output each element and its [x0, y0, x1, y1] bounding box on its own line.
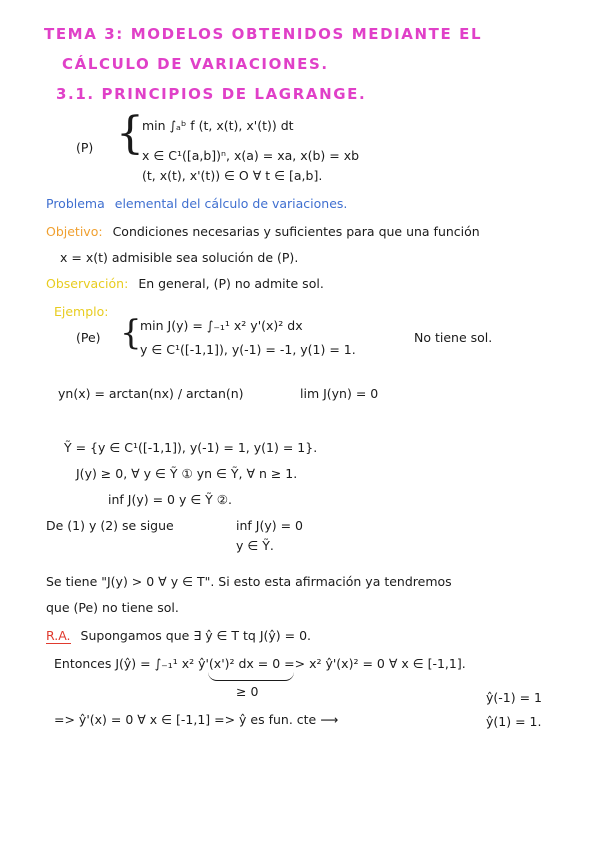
ra-underbrace: [208, 672, 294, 681]
observacion-label: Observación:: [46, 276, 129, 291]
observacion-text: En general, (P) no admite sol.: [138, 276, 324, 291]
ra-condition-2: ŷ(1) = 1.: [486, 714, 542, 729]
problem-p-brace: {: [116, 108, 144, 159]
ra-text-1: Supongamos que ∃ ŷ ∈ T tq J(ŷ) = 0.: [80, 628, 312, 643]
sentence-line-2: que (Pe) no tiene sol.: [46, 600, 179, 615]
ejemplo-label: Ejemplo:: [54, 304, 109, 319]
ejemplo-de-result-1: inf J(y) = 0: [236, 518, 303, 533]
ra-label: R.A.: [46, 628, 71, 643]
objetivo-line-1: [46, 224, 480, 240]
ejemplo-de: De (1) y (2) se sigue: [46, 518, 174, 533]
problema-text: elemental del cálculo de variaciones.: [114, 196, 348, 211]
objetivo-label: Objetivo:: [46, 224, 103, 239]
ra-geq: ≥ 0: [236, 684, 259, 699]
ejemplo-note: No tiene sol.: [414, 330, 493, 345]
ejemplo-line-2: y ∈ C¹([-1,1]), y(-1) = -1, y(1) = 1.: [140, 342, 356, 357]
ra-line-1: [46, 628, 311, 644]
problema-line: [46, 196, 347, 212]
problem-p-line-1: min ∫ₐᵇ f (t, x(t), x'(t)) dt: [142, 118, 294, 133]
problem-p-label: (P): [76, 140, 94, 155]
ejemplo-inf: inf J(y) = 0 y ∈ Ỹ ②.: [108, 492, 232, 507]
heading-line-1: TEMA 3: MODELOS OBTENIDOS MEDIANTE EL: [44, 25, 483, 43]
objetivo-line-2: x = x(t) admisible sea solución de (P).: [60, 250, 299, 265]
ejemplo-brace: {: [120, 313, 142, 353]
ra-line-3: => ŷ'(x) = 0 ∀ x ∈ [-1,1] => ŷ es fun. cte ⟶: [54, 712, 339, 727]
heading-line-2: CÁLCULO DE VARIACIONES.: [62, 55, 329, 73]
ejemplo-j-ineq: J(y) ≥ 0, ∀ y ∈ Ỹ ① yn ∈ Ỹ, ∀ n ≥ 1.: [76, 466, 298, 481]
ejemplo-de-result-2: y ∈ Ỹ.: [236, 538, 274, 553]
problema-label: Problema: [46, 196, 105, 211]
objetivo-text-1: Condiciones necesarias y suficientes para que una función: [112, 224, 480, 239]
ejemplo-line-1: min J(y) = ∫₋₁¹ x² y'(x)² dx: [140, 318, 303, 333]
sentence-line-1: Se tiene "J(y) > 0 ∀ y ∈ T". Si esto esta afirmación ya tendremos: [46, 574, 452, 589]
ejemplo-yn: yn(x) = arctan(nx) / arctan(n): [58, 386, 244, 401]
ra-condition-1: ŷ(-1) = 1: [486, 690, 542, 705]
problem-p-line-2: x ∈ C¹([a,b])ⁿ, x(a) = xa, x(b) = xb: [142, 148, 360, 163]
ejemplo-lim: lim J(yn) = 0: [300, 386, 379, 401]
section-title: 3.1. PRINCIPIOS DE LAGRANGE.: [56, 85, 367, 103]
ra-line-2: Entonces J(ŷ) = ∫₋₁¹ x² ŷ'(x')² dx = 0 => x² ŷ'(x)² = 0 ∀ x ∈ [-1,1].: [54, 656, 466, 671]
problem-p-line-3: (t, x(t), x'(t)) ∈ O ∀ t ∈ [a,b].: [142, 168, 323, 183]
ejemplo-set: Ỹ = {y ∈ C¹([-1,1]), y(-1) = 1, y(1) = 1}.: [64, 440, 318, 455]
ejemplo-pe-label: (Pe): [76, 330, 101, 345]
observacion-line: [46, 276, 324, 292]
